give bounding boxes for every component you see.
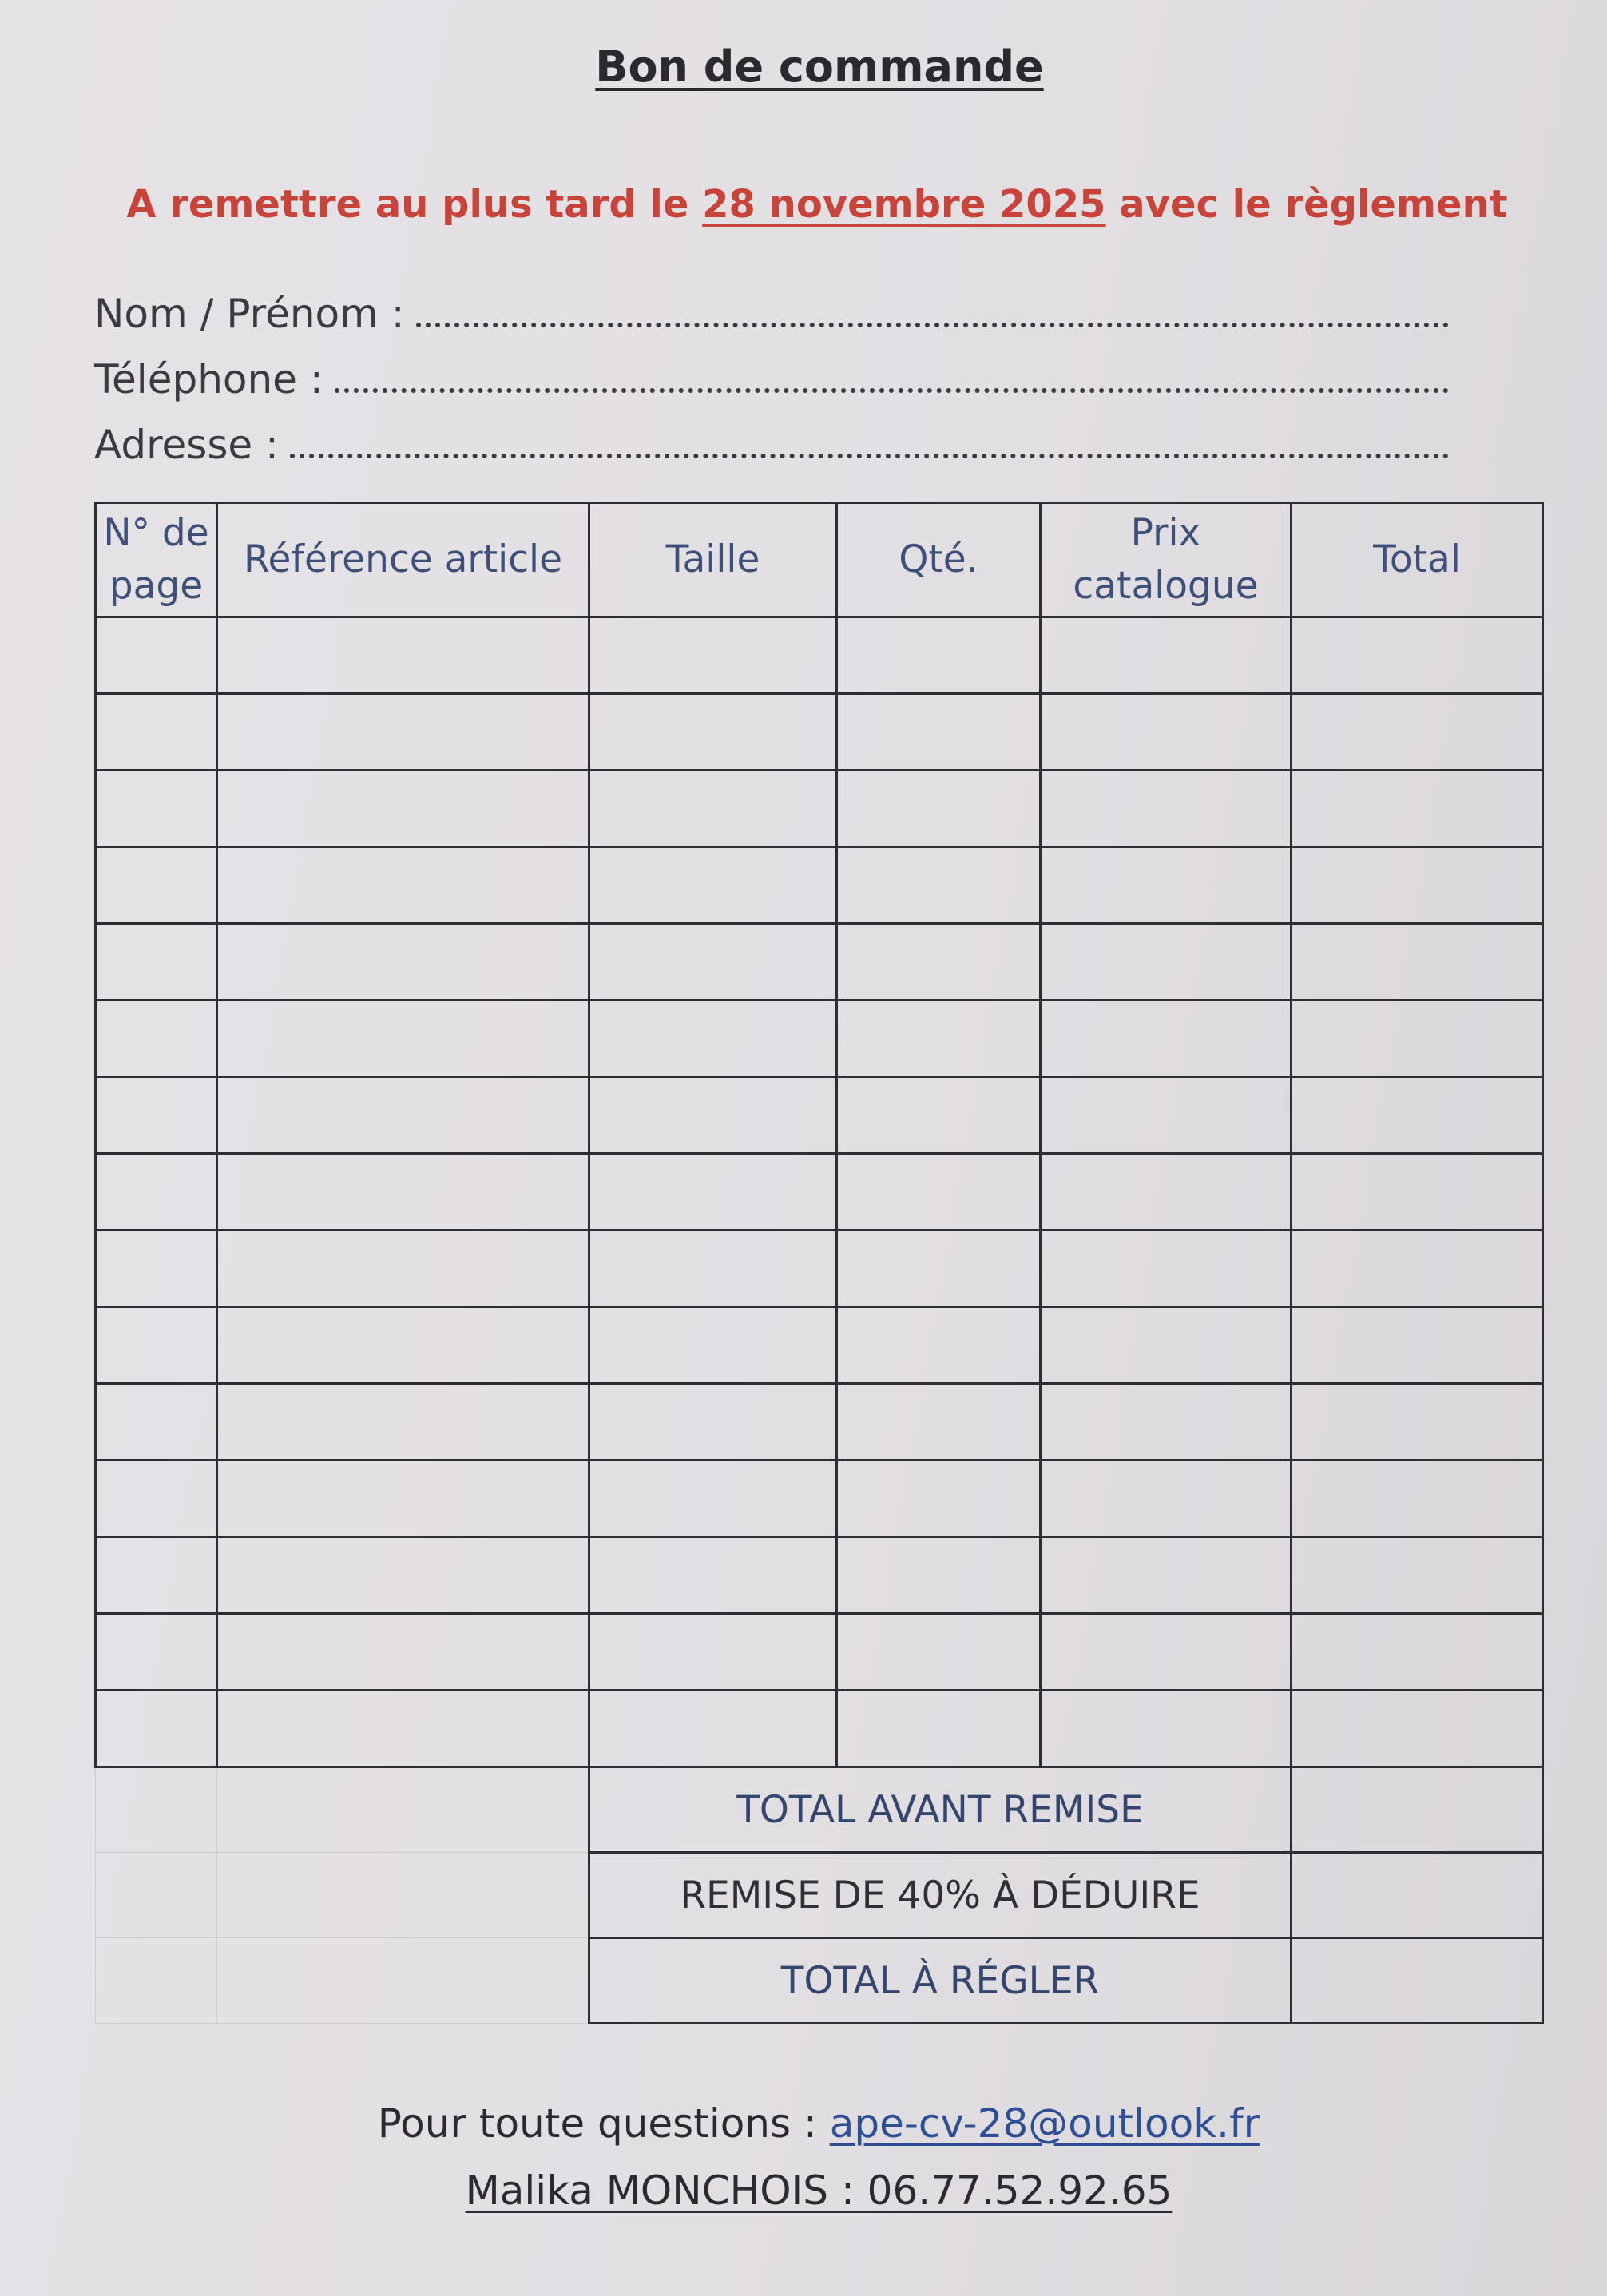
page-cell[interactable] [96,1537,217,1614]
size-cell[interactable] [589,1691,837,1767]
price-cell[interactable] [1041,1614,1292,1691]
table-row [96,1691,1543,1767]
table-row [96,924,1543,1001]
table-row [96,1384,1543,1461]
summary-label: REMISE DE 40% À DÉDUIRE [589,1853,1292,1938]
total-cell[interactable] [1292,694,1543,771]
page-cell[interactable] [96,771,217,847]
page-cell[interactable] [96,694,217,771]
quantity-cell[interactable] [837,1231,1041,1307]
size-cell[interactable] [589,1077,837,1154]
summary-value-cell[interactable] [1292,1767,1543,1853]
size-cell[interactable] [589,1461,837,1537]
total-cell[interactable] [1292,1384,1543,1461]
reference-cell[interactable] [217,924,589,1001]
phone-dotted-line[interactable] [335,364,1449,393]
size-cell[interactable] [589,1537,837,1614]
quantity-cell[interactable] [837,1614,1041,1691]
page-cell[interactable] [96,1691,217,1767]
deadline-suffix: avec le règlement [1105,182,1508,227]
quantity-cell[interactable] [837,1384,1041,1461]
total-cell[interactable] [1292,1461,1543,1537]
table-row [96,694,1543,771]
table-row [96,1231,1543,1307]
quantity-cell[interactable] [837,1461,1041,1537]
size-cell[interactable] [589,771,837,847]
table-row [96,771,1543,847]
size-cell[interactable] [589,1001,837,1077]
quantity-cell[interactable] [837,694,1041,771]
total-cell[interactable] [1292,1001,1543,1077]
total-cell[interactable] [1292,771,1543,847]
reference-cell[interactable] [217,1537,589,1614]
page-cell[interactable] [96,617,217,694]
total-cell[interactable] [1292,1691,1543,1767]
price-cell[interactable] [1041,1461,1292,1537]
col-price-header: Prix catalogue [1041,503,1292,617]
contact-name-phone: Malika MONCHOIS : 06.77.52.92.65 [465,2167,1173,2214]
name-label: Nom / Prénom : [94,291,405,337]
quantity-cell[interactable] [837,1307,1041,1384]
summary-row-discount [96,1853,1543,1938]
phone-field[interactable] [94,356,1449,402]
order-table-body [96,617,1543,2024]
quantity-cell[interactable] [837,1001,1041,1077]
summary-value-cell[interactable] [1292,1938,1543,2024]
reference-cell[interactable] [217,1077,589,1154]
table-row [96,1614,1543,1691]
total-cell[interactable] [1292,1077,1543,1154]
table-row [96,1154,1543,1231]
size-cell[interactable] [589,1307,837,1384]
summary-blank-cell [96,1767,217,1853]
total-cell[interactable] [1292,1537,1543,1614]
price-cell[interactable] [1041,771,1292,847]
footer-question [0,2100,1607,2147]
reference-cell[interactable] [217,1384,589,1461]
price-cell[interactable] [1041,1691,1292,1767]
table-row [96,847,1543,924]
reference-cell[interactable] [217,694,589,771]
size-cell[interactable] [589,847,837,924]
reference-cell[interactable] [217,617,589,694]
summary-blank-cell [96,1853,217,1938]
page-title [0,42,1607,92]
table-row [96,1307,1543,1384]
contact-email-link[interactable]: ape-cv-28@outlook.fr [829,2100,1260,2147]
col-quantity-header: Qté. [837,503,1041,617]
deadline-date: 28 novembre 2025 [702,182,1106,227]
reference-cell[interactable] [217,1614,589,1691]
total-cell[interactable] [1292,617,1543,694]
total-cell[interactable] [1292,924,1543,1001]
total-cell[interactable] [1292,1307,1543,1384]
page-cell[interactable] [96,1231,217,1307]
total-cell[interactable] [1292,1231,1543,1307]
summary-label: TOTAL À RÉGLER [589,1938,1292,2024]
summary-blank-cell [96,1938,217,2024]
quantity-cell[interactable] [837,1077,1041,1154]
quantity-cell[interactable] [837,771,1041,847]
table-row [96,1077,1543,1154]
table-header-row [96,503,1543,617]
price-cell[interactable] [1041,1537,1292,1614]
price-cell[interactable] [1041,1384,1292,1461]
page-cell[interactable] [96,924,217,1001]
col-reference-header: Référence article [217,503,589,617]
page-cell[interactable] [96,1154,217,1231]
reference-cell[interactable] [217,771,589,847]
deadline-notice [0,182,1607,227]
title-text: Bon de commande [595,42,1044,92]
reference-cell[interactable] [217,1001,589,1077]
summary-blank-cell [217,1853,589,1938]
price-cell[interactable] [1041,924,1292,1001]
reference-cell[interactable] [217,1307,589,1384]
quantity-cell[interactable] [837,1154,1041,1231]
page-cell[interactable] [96,1461,217,1537]
summary-value-cell[interactable] [1292,1853,1543,1938]
col-size-header: Taille [589,503,837,617]
quantity-cell[interactable] [837,924,1041,1001]
table-row [96,1001,1543,1077]
price-cell[interactable] [1041,1231,1292,1307]
name-dotted-line[interactable] [416,299,1449,327]
size-cell[interactable] [589,1231,837,1307]
quantity-cell[interactable] [837,847,1041,924]
address-label: Adresse : [94,422,279,468]
price-cell[interactable] [1041,1001,1292,1077]
summary-blank-cell [217,1767,589,1853]
col-total-header: Total [1292,503,1543,617]
summary-row-total-due [96,1938,1543,2024]
quantity-cell[interactable] [837,1537,1041,1614]
footer-question-label: Pour toute questions : [377,2100,830,2147]
address-dotted-line[interactable] [290,430,1449,458]
size-cell[interactable] [589,1614,837,1691]
order-table [94,502,1544,2024]
price-cell[interactable] [1041,1307,1292,1384]
size-cell[interactable] [589,694,837,771]
reference-cell[interactable] [217,1154,589,1231]
summary-label: TOTAL AVANT REMISE [589,1767,1292,1853]
reference-cell[interactable] [217,1691,589,1767]
total-cell[interactable] [1292,1614,1543,1691]
price-cell[interactable] [1041,1154,1292,1231]
reference-cell[interactable] [217,847,589,924]
footer-contact [0,2167,1607,2214]
quantity-cell[interactable] [837,617,1041,694]
price-cell[interactable] [1041,617,1292,694]
page-cell[interactable] [96,1001,217,1077]
page-cell[interactable] [96,847,217,924]
quantity-cell[interactable] [837,1691,1041,1767]
table-row [96,1461,1543,1537]
size-cell[interactable] [589,1384,837,1461]
table-row [96,617,1543,694]
price-cell[interactable] [1041,694,1292,771]
address-field[interactable] [94,422,1449,468]
page-cell[interactable] [96,1614,217,1691]
reference-cell[interactable] [217,1461,589,1537]
reference-cell[interactable] [217,1231,589,1307]
price-cell[interactable] [1041,847,1292,924]
phone-label: Téléphone : [94,356,323,402]
page-cell[interactable] [96,1384,217,1461]
total-cell[interactable] [1292,1154,1543,1231]
name-field[interactable] [94,291,1449,337]
total-cell[interactable] [1292,847,1543,924]
page-cell[interactable] [96,1307,217,1384]
price-cell[interactable] [1041,1077,1292,1154]
size-cell[interactable] [589,617,837,694]
summary-blank-cell [217,1938,589,2024]
size-cell[interactable] [589,1154,837,1231]
page-cell[interactable] [96,1077,217,1154]
table-row [96,1537,1543,1614]
summary-row-before-discount [96,1767,1543,1853]
col-page-header: N° de page [96,503,217,617]
size-cell[interactable] [589,924,837,1001]
deadline-prefix: A remettre au plus tard le [126,182,703,227]
